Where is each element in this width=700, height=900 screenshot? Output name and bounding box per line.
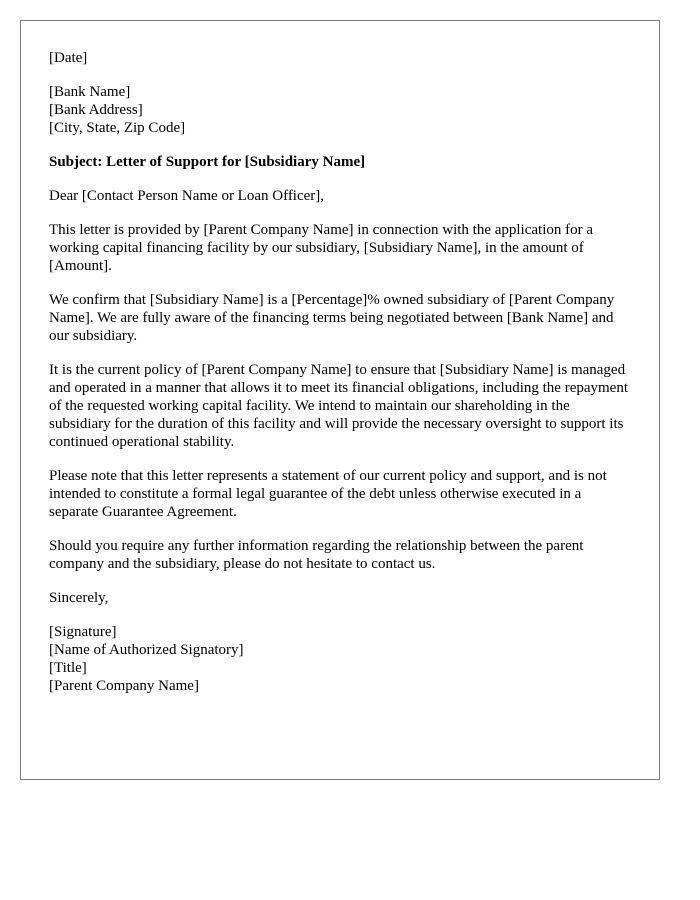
signature-block: [49, 623, 631, 695]
signatory-name: [Name of Authorized Signatory]: [49, 642, 244, 658]
recipient-bank-address: [Bank Address]: [49, 102, 143, 118]
date-block: [49, 49, 631, 67]
body-paragraph-disclaimer: Please note that this letter represents a statement of our current policy and support, and is not intended to constitute a formal legal guarantee of the debt unless otherwise executed in a separate Guarantee Agreement.: [49, 468, 607, 520]
recipient-city-state-zip: [City, State, Zip Code]: [49, 120, 186, 136]
letter-subject: Subject: Letter of Support for [Subsidiary Name]: [49, 154, 366, 170]
signature-placeholder: [Signature]: [49, 624, 117, 640]
letter-page: [20, 20, 660, 780]
body-paragraph-contact: Should you require any further information regarding the relationship between the parent company and the subsidiary, please do not hesitate to contact us.: [49, 538, 584, 572]
body-paragraph-policy: It is the current policy of [Parent Company Name] to ensure that [Subsidiary Name] is managed and operated in a manner that allows it to meet its financial obligations, including the repayment of the requested working capital facility. We intend to maintain our shareholding in the subsidiary for the duration of this facility and will provide the necessary oversight to support its continued operational stability.: [49, 362, 629, 450]
body-paragraph-intro: This letter is provided by [Parent Company Name] in connection with the application for a working capital financing facility by our subsidiary, [Subsidiary Name], in the amount of [Amount].: [49, 222, 594, 274]
signatory-title: [Title]: [49, 660, 87, 676]
signatory-company: [Parent Company Name]: [49, 678, 199, 694]
recipient-bank-name: [Bank Name]: [49, 84, 131, 100]
letter-closing: Sincerely,: [49, 590, 109, 606]
body-paragraph-ownership: We confirm that [Subsidiary Name] is a [Percentage]% owned subsidiary of [Parent Company Name]. We are fully aware of the financing terms being negotiated between [Bank Name] and our subsidiary.: [49, 292, 615, 344]
recipient-address: [49, 83, 631, 137]
letter-date: [Date]: [49, 50, 88, 66]
letter-salutation: Dear [Contact Person Name or Loan Officer],: [49, 188, 325, 204]
